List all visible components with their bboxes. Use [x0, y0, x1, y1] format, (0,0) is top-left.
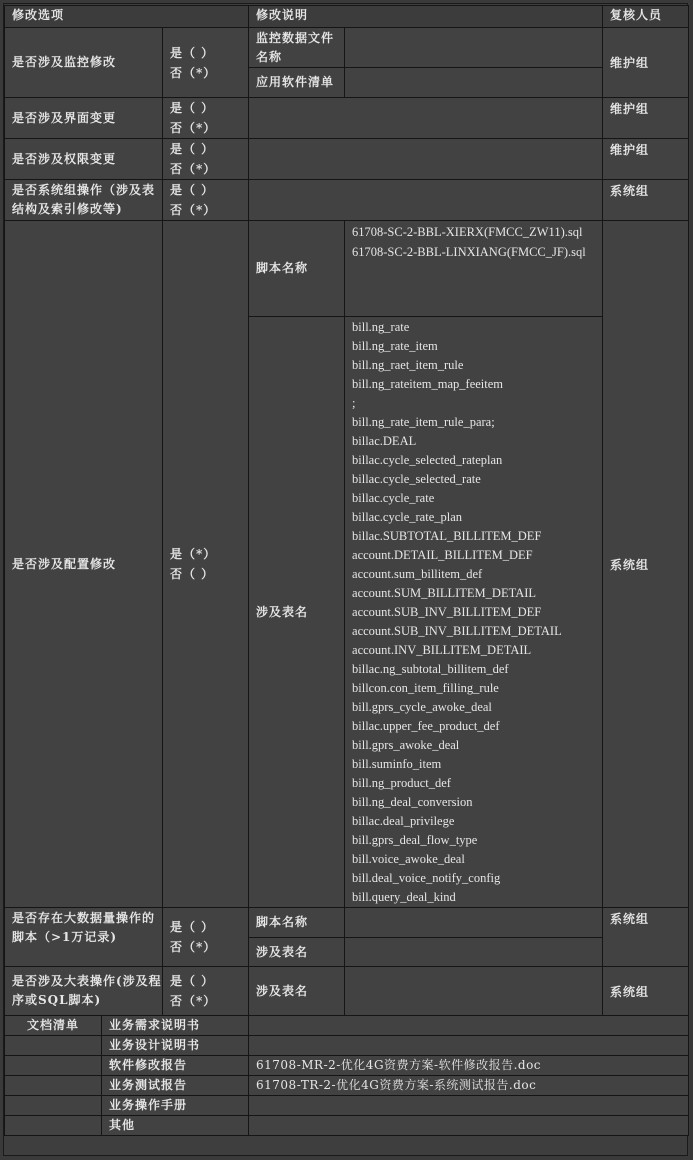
permission-choice — [163, 139, 249, 180]
doc-spacer — [5, 1076, 102, 1096]
header-option: 修改选项 — [5, 6, 249, 28]
doc-row — [5, 1076, 689, 1096]
doc-name: 业务测试报告 — [102, 1076, 249, 1096]
config-script-names: 61708-SC-2-BBL-XIERX(FMCC_ZW11).sql 61708-SC-2-BBL-LINXIANG(FMCC_JF).sql — [345, 221, 603, 317]
doc-value — [249, 1016, 689, 1036]
doc-name: 业务操作手册 — [102, 1096, 249, 1116]
table-name: bill.voice_awoke_deal — [352, 852, 465, 866]
config-tables-label: 涉及表名 — [249, 317, 345, 908]
table-name: billac.upper_fee_product_def — [352, 719, 500, 733]
monitor-label: 是否涉及监控修改 — [5, 28, 163, 98]
system-op-description — [249, 180, 603, 221]
doc-row — [5, 1016, 689, 1036]
bigdata-tables-value — [345, 938, 603, 967]
doc-value — [249, 1096, 689, 1116]
table-name: billac.cycle_rate_plan — [352, 510, 463, 524]
system-op-no: 否（*） — [170, 203, 217, 217]
config-label: 是否涉及配置修改 — [5, 221, 163, 908]
monitor-sub-file-value — [345, 28, 603, 68]
config-choice — [163, 221, 249, 908]
doc-value: 61708-MR-2-优化4G资费方案-软件修改报告.doc — [249, 1056, 689, 1076]
table-name: bill.ng_raet_item_rule — [352, 358, 464, 372]
ui-reviewer: 维护组 — [603, 98, 689, 139]
doc-name: 其他 — [102, 1116, 249, 1136]
bigdata-reviewer: 系统组 — [603, 908, 689, 967]
doc-name: 软件修改报告 — [102, 1056, 249, 1076]
monitor-no: 否（*） — [170, 65, 217, 80]
table-name: bill.query_deal_kind — [352, 890, 456, 904]
ui-description — [249, 98, 603, 139]
bigtable-label: 是否涉及大表操作(涉及程序或SQL脚本) — [5, 967, 163, 1016]
table-name: bill.deal_voice_notify_config — [352, 871, 501, 885]
doc-spacer — [5, 1056, 102, 1076]
table-name: bill.gprs_deal_flow_type — [352, 833, 478, 847]
ui-yes: 是（ ） — [170, 101, 215, 115]
config-reviewer: 系统组 — [603, 221, 689, 908]
bigdata-label: 是否存在大数据量操作的脚本（>1万记录) — [5, 908, 163, 967]
doc-value — [249, 1116, 689, 1136]
table-name: account.SUM_BILLITEM_DETAIL — [352, 586, 537, 600]
monitor-sub-software-value — [345, 68, 603, 98]
table-name: bill.ng_rate_item_rule_para; — [352, 415, 495, 429]
table-name: bill.ng_deal_conversion — [352, 795, 473, 809]
table-name: bill.gprs_cycle_awoke_deal — [352, 700, 492, 714]
table-name: bill.ng_rate_item — [352, 339, 438, 353]
permission-yes: 是（ ） — [170, 142, 215, 156]
config-table-list — [345, 317, 603, 908]
bigdata-choice — [163, 908, 249, 967]
table-name: billac.DEAL — [352, 434, 417, 448]
permission-reviewer: 维护组 — [603, 139, 689, 180]
table-name: account.SUB_INV_BILLITEM_DETAIL — [352, 624, 562, 638]
table-name: account.DETAIL_BILLITEM_DEF — [352, 548, 533, 562]
config-script-label: 脚本名称 — [249, 221, 345, 317]
bigdata-yes: 是（ ） — [170, 920, 215, 934]
header-description: 修改说明 — [249, 6, 603, 28]
header-reviewer: 复核人员 — [603, 6, 689, 28]
bigtable-reviewer: 系统组 — [603, 967, 689, 1016]
bigdata-script-value — [345, 908, 603, 938]
bigdata-no: 否（*） — [170, 940, 217, 954]
monitor-sub-software: 应用软件清单 — [249, 68, 345, 98]
system-op-choice — [163, 180, 249, 221]
doc-name: 业务设计说明书 — [102, 1036, 249, 1056]
table-name: billac.cycle_selected_rate — [352, 472, 481, 486]
doc-spacer — [5, 1036, 102, 1056]
doc-value — [249, 1036, 689, 1056]
table-name: billcon.con_item_filling_rule — [352, 681, 499, 695]
table-name: billac.ng_subtotal_billitem_def — [352, 662, 509, 676]
table-name: billac.SUBTOTAL_BILLITEM_DEF — [352, 529, 542, 543]
monitor-reviewer: 维护组 — [603, 28, 689, 98]
bigtable-choice — [163, 967, 249, 1016]
monitor-sub-file: 监控数据文件名称 — [249, 28, 345, 68]
bigtable-yes: 是（ ） — [170, 974, 215, 988]
doc-row — [5, 1096, 689, 1116]
row-ui — [5, 98, 689, 139]
doc-row — [5, 1116, 689, 1136]
row-bigtable — [5, 967, 689, 1016]
table-name: account.sum_billitem_def — [352, 567, 483, 581]
config-no: 否（ ） — [170, 567, 215, 581]
system-op-yes: 是（ ） — [170, 183, 215, 197]
docs-title: 文档清单 — [5, 1016, 102, 1036]
table-name: billac.deal_privilege — [352, 814, 455, 828]
row-system-op — [5, 180, 689, 221]
row-bigdata — [5, 908, 689, 938]
monitor-choice — [163, 28, 249, 98]
bigdata-script-label: 脚本名称 — [249, 908, 345, 938]
table-name: bill.suminfo_item — [352, 757, 442, 771]
header-row — [5, 6, 689, 28]
table-name: bill.ng_rate — [352, 320, 410, 334]
table-name: bill.ng_rateitem_map_feeitem — [352, 377, 504, 391]
ui-label: 是否涉及界面变更 — [5, 98, 163, 139]
config-yes: 是（*） — [170, 547, 217, 561]
row-monitor — [5, 28, 689, 68]
system-op-reviewer: 系统组 — [603, 180, 689, 221]
permission-description — [249, 139, 603, 180]
doc-value: 61708-TR-2-优化4G资费方案-系统测试报告.doc — [249, 1076, 689, 1096]
doc-spacer — [5, 1116, 102, 1136]
ui-no: 否（*） — [170, 121, 217, 135]
table-name: ; — [352, 396, 356, 410]
table-name: billac.cycle_selected_rateplan — [352, 453, 503, 467]
table-name: bill.gprs_awoke_deal — [352, 738, 460, 752]
row-permission — [5, 139, 689, 180]
doc-row — [5, 1056, 689, 1076]
bigdata-tables-label: 涉及表名 — [249, 938, 345, 967]
table-name: account.SUB_INV_BILLITEM_DEF — [352, 605, 542, 619]
table-name: billac.cycle_rate — [352, 491, 435, 505]
monitor-yes: 是（ ） — [170, 45, 215, 60]
bigtable-no: 否（*） — [170, 994, 217, 1008]
bigtable-tables-label: 涉及表名 — [249, 967, 345, 1016]
table-name: account.INV_BILLITEM_DETAIL — [352, 643, 532, 657]
doc-row — [5, 1036, 689, 1056]
bigtable-tables-value — [345, 967, 603, 1016]
permission-no: 否（*） — [170, 162, 217, 176]
ui-choice — [163, 98, 249, 139]
change-review-table — [4, 5, 689, 1136]
doc-spacer — [5, 1096, 102, 1116]
doc-name: 业务需求说明书 — [102, 1016, 249, 1036]
system-op-label: 是否系统组操作（涉及表结构及索引修改等) — [5, 180, 163, 221]
table-name: bill.ng_product_def — [352, 776, 451, 790]
row-config — [5, 221, 689, 317]
permission-label: 是否涉及权限变更 — [5, 139, 163, 180]
